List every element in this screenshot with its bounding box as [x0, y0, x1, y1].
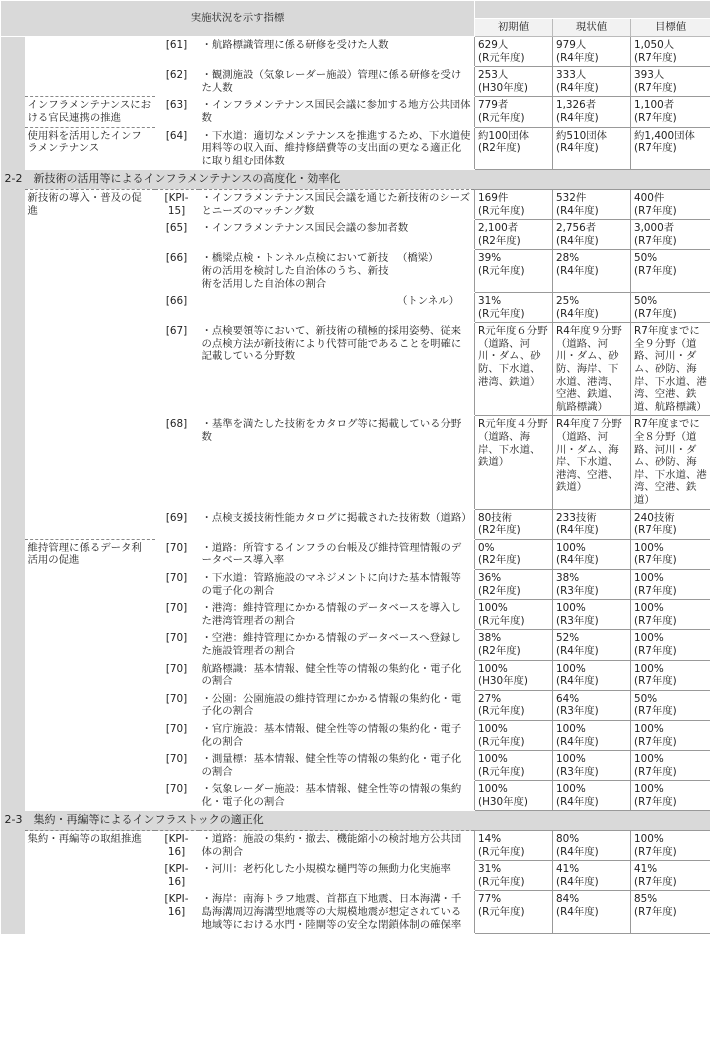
- row-initial: 0% (R2年度): [475, 539, 553, 569]
- row-initial: 2,100者 (R2年度): [475, 220, 553, 250]
- row-indicator: ・河川：老朽化した小規模な樋門等の無動力化実施率: [199, 861, 475, 891]
- row-subcategory: [25, 630, 155, 660]
- row-gutter: [1, 891, 25, 934]
- row-target: 50% (R7年度): [631, 293, 710, 323]
- row-initial: 77% (R元年度): [475, 891, 553, 934]
- row-gutter: [1, 831, 25, 861]
- table-row: [1, 293, 710, 323]
- row-initial: 100% (R元年度): [475, 600, 553, 630]
- table-row: [1, 323, 710, 416]
- row-gutter: [1, 600, 25, 630]
- row-number: [KPI-15]: [155, 189, 199, 219]
- table-row: [1, 509, 710, 539]
- row-target: 100% (R7年度): [631, 720, 710, 750]
- row-subcategory: [25, 861, 155, 891]
- row-target: 1,100者 (R7年度): [631, 97, 710, 127]
- table-row: [1, 690, 710, 720]
- row-target: 100% (R7年度): [631, 630, 710, 660]
- row-initial: 100% (R元年度): [475, 720, 553, 750]
- row-current: 25% (R4年度): [553, 293, 631, 323]
- row-initial: 80技術 (R2年度): [475, 509, 553, 539]
- row-subcategory: インフラメンテナンスにおける官民連携の推進: [25, 97, 155, 127]
- row-initial: 14% (R元年度): [475, 831, 553, 861]
- row-number: [67]: [155, 323, 199, 416]
- row-current: R4年度７分野（道路、河川・ダム、海岸、下水道、港湾、空港、鉄道）: [553, 416, 631, 509]
- row-gutter: [1, 720, 25, 750]
- row-target: 50% (R7年度): [631, 690, 710, 720]
- row-target: 100% (R7年度): [631, 781, 710, 811]
- row-subcategory: 維持管理に係るデータ利活用の促進: [25, 539, 155, 569]
- row-indicator: 航路標識：基本情報、健全性等の情報の集約化・電子化の割合: [199, 660, 475, 690]
- row-current: 28% (R4年度): [553, 250, 631, 293]
- row-current: 100% (R4年度): [553, 660, 631, 690]
- row-target: R7年度までに全９分野（道路、河川・ダム、砂防、海岸、下水道、港湾、空港、鉄道、航路標識）: [631, 323, 710, 416]
- header-current: 現状値: [553, 19, 631, 37]
- row-gutter: [1, 630, 25, 660]
- row-target: 240技術 (R7年度): [631, 509, 710, 539]
- row-gutter: [1, 539, 25, 569]
- row-current: 64% (R3年度): [553, 690, 631, 720]
- row-indicator-text: [199, 293, 395, 310]
- row-target: 100% (R7年度): [631, 600, 710, 630]
- row-initial: 253人 (H30年度): [475, 67, 553, 97]
- row-target: 100% (R7年度): [631, 751, 710, 781]
- row-target: R7年度までに全８分野（道路、河川・ダム、砂防、海岸、下水道、港湾、空港、鉄道）: [631, 416, 710, 509]
- row-number: [61]: [155, 37, 199, 67]
- row-subcategory: [25, 660, 155, 690]
- table-row: [1, 250, 710, 293]
- row-number: [70]: [155, 720, 199, 750]
- row-subcategory: [25, 250, 155, 293]
- row-subcategory: [25, 569, 155, 599]
- row-number: [70]: [155, 690, 199, 720]
- row-gutter: [1, 293, 25, 323]
- table-body-bot: [1, 831, 710, 934]
- row-number: [62]: [155, 67, 199, 97]
- row-subcategory: [25, 781, 155, 811]
- row-initial: 169件 (R元年度): [475, 189, 553, 219]
- row-number: [65]: [155, 220, 199, 250]
- row-target: 41% (R7年度): [631, 861, 710, 891]
- row-subcategory: [25, 323, 155, 416]
- row-indicator: ・下水道：管路施設のマネジメントに向けた基本情報等の電子化の割合: [199, 569, 475, 599]
- row-subcategory: [25, 293, 155, 323]
- row-current: 2,756者 (R4年度): [553, 220, 631, 250]
- row-indicator: ・基準を満たした技術をカタログ等に掲載している分野数: [199, 416, 475, 509]
- row-indicator: ・官庁施設：基本情報、健全性等の情報の集約化・電子化の割合: [199, 720, 475, 750]
- row-current: 100% (R4年度): [553, 781, 631, 811]
- row-gutter: [1, 220, 25, 250]
- row-indicator-text: ・橋梁点検・トンネル点検において新技術の活用を検討した自治体のうち、新技術を活用した自治体の割合: [201, 252, 389, 290]
- row-gutter: [1, 189, 25, 219]
- row-subcategory: [25, 891, 155, 934]
- row-current: 41% (R4年度): [553, 861, 631, 891]
- row-subcategory: [25, 509, 155, 539]
- row-current: 80% (R4年度): [553, 831, 631, 861]
- row-number: [KPI-16]: [155, 861, 199, 891]
- row-number: [70]: [155, 660, 199, 690]
- row-current: 100% (R4年度): [553, 720, 631, 750]
- row-target: 400件 (R7年度): [631, 189, 710, 219]
- row-target: 約1,400団体 (R7年度): [631, 127, 710, 170]
- row-current: 84% (R4年度): [553, 891, 631, 934]
- table-row: [1, 569, 710, 599]
- table-row: [1, 189, 710, 219]
- table-row: [1, 891, 710, 934]
- row-gutter: [1, 250, 25, 293]
- row-indicator: ・空港：維持管理にかかる情報のデータベースへ登録した施設管理者の割合: [199, 630, 475, 660]
- row-subcategory: [25, 720, 155, 750]
- table-row: [1, 660, 710, 690]
- table-row: [1, 630, 710, 660]
- row-current: 38% (R3年度): [553, 569, 631, 599]
- row-gutter: [1, 323, 25, 416]
- table-row: [1, 539, 710, 569]
- section-2-3: 2-3 集約・再編等によるインフラストックの適正化: [1, 811, 710, 831]
- row-number: [KPI-16]: [155, 831, 199, 861]
- row-current: R4年度９分野（道路、河川・ダム、砂防、海岸、下水道、港湾、空港、鉄道、航路標識）: [553, 323, 631, 416]
- row-indicator: ・海岸：南海トラフ地震、首都直下地震、日本海溝・千島海溝周辺海溝型地震等の大規模地震が想定されている地域等における水門・陸閘等の安全な閉鎖体制の確保率: [199, 891, 475, 934]
- row-initial: 36% (R2年度): [475, 569, 553, 599]
- table-body-top: [1, 37, 710, 170]
- row-current: 100% (R3年度): [553, 751, 631, 781]
- row-initial: 100% (R元年度): [475, 751, 553, 781]
- row-indicator: ・道路：所管するインフラの台帳及び維持管理情報のデータベース導入率: [199, 539, 475, 569]
- header-title: 実施状況を示す指標: [1, 1, 475, 37]
- row-subcategory: [25, 600, 155, 630]
- row-initial: 629人 (R元年度): [475, 37, 553, 67]
- row-initial: 100% (H30年度): [475, 660, 553, 690]
- table-row: [1, 600, 710, 630]
- row-target: 1,050人 (R7年度): [631, 37, 710, 67]
- row-number: [70]: [155, 600, 199, 630]
- table-row: [1, 37, 710, 67]
- row-indicator: ・航路標識管理に係る研修を受けた人数: [199, 37, 475, 67]
- row-number: [64]: [155, 127, 199, 170]
- row-initial: 100% (H30年度): [475, 781, 553, 811]
- table-row: [1, 831, 710, 861]
- row-gutter: [1, 861, 25, 891]
- row-number: [KPI-16]: [155, 891, 199, 934]
- row-indicator: ・道路：施設の集約・撤去、機能縮小の検討地方公共団体の割合: [199, 831, 475, 861]
- row-current: 約510団体 (R4年度): [553, 127, 631, 170]
- row-number: [66]: [155, 293, 199, 323]
- row-subcategory: 新技術の導入・普及の促進: [25, 189, 155, 219]
- row-number: [68]: [155, 416, 199, 509]
- table-row: [1, 751, 710, 781]
- table-row: [1, 67, 710, 97]
- row-gutter: [1, 416, 25, 509]
- table-row: [1, 720, 710, 750]
- row-number: [70]: [155, 539, 199, 569]
- row-indicator: ・インフラメンテナンス国民会議を通じた新技術のシーズとニーズのマッチング数: [199, 189, 475, 219]
- row-gutter: [1, 660, 25, 690]
- row-indicator: [199, 250, 475, 293]
- row-initial: 31% (R元年度): [475, 861, 553, 891]
- row-subcategory: [25, 220, 155, 250]
- header-target: 目標値: [631, 19, 710, 37]
- row-subcategory: [25, 751, 155, 781]
- row-initial: 約100団体 (R2年度): [475, 127, 553, 170]
- row-target: 100% (R7年度): [631, 831, 710, 861]
- row-gutter: [1, 751, 25, 781]
- row-number: [63]: [155, 97, 199, 127]
- row-target: 393人 (R7年度): [631, 67, 710, 97]
- section-2-2: 2-2 新技術の活用等によるインフラメンテナンスの高度化・効率化: [1, 170, 710, 190]
- row-gutter: [1, 781, 25, 811]
- row-current: 979人 (R4年度): [553, 37, 631, 67]
- row-indicator: ・公園：公園施設の維持管理にかかる情報の集約化・電子化の割合: [199, 690, 475, 720]
- table-row: [1, 127, 710, 170]
- row-number: [70]: [155, 781, 199, 811]
- row-target: 100% (R7年度): [631, 660, 710, 690]
- row-gutter: [1, 37, 25, 67]
- row-target: 50% (R7年度): [631, 250, 710, 293]
- row-current: 52% (R4年度): [553, 630, 631, 660]
- row-indicator-sub: （橋梁）: [397, 252, 439, 265]
- row-number: [69]: [155, 509, 199, 539]
- row-initial: 27% (R元年度): [475, 690, 553, 720]
- row-target: 85% (R7年度): [631, 891, 710, 934]
- row-indicator: ・港湾：維持管理にかかる情報のデータベースを導入した港湾管理者の割合: [199, 600, 475, 630]
- row-gutter: [1, 569, 25, 599]
- row-subcategory: [25, 37, 155, 67]
- row-current: 532件 (R4年度): [553, 189, 631, 219]
- row-initial: 31% (R元年度): [475, 293, 553, 323]
- row-current: 1,326者 (R4年度): [553, 97, 631, 127]
- row-current: 233技術 (R4年度): [553, 509, 631, 539]
- row-indicator: ・インフラメンテナンス国民会議に参加する地方公共団体数: [199, 97, 475, 127]
- row-initial: R元年度４分野（道路、海岸、下水道、鉄道）: [475, 416, 553, 509]
- row-number: [70]: [155, 630, 199, 660]
- row-subcategory: [25, 67, 155, 97]
- table-row: [1, 220, 710, 250]
- row-initial: R元年度６分野（道路、河川・ダム、砂防、下水道、港湾、鉄道）: [475, 323, 553, 416]
- row-gutter: [1, 97, 25, 127]
- table-body-mid: [1, 189, 710, 811]
- row-gutter: [1, 509, 25, 539]
- row-subcategory: [25, 690, 155, 720]
- table-row: [1, 781, 710, 811]
- row-gutter: [1, 127, 25, 170]
- table-row: [1, 97, 710, 127]
- row-target: 100% (R7年度): [631, 569, 710, 599]
- row-number: [70]: [155, 569, 199, 599]
- row-current: 100% (R4年度): [553, 539, 631, 569]
- row-indicator: ・インフラメンテナンス国民会議の参加者数: [199, 220, 475, 250]
- row-indicator: ・点検要領等において、新技術の積極的採用姿勢、従来の点検方法が新技術により代替可能であることを明確に記載している分野数: [199, 323, 475, 416]
- row-subcategory: [25, 416, 155, 509]
- row-initial: 779者 (R元年度): [475, 97, 553, 127]
- row-indicator: ・点検支援技術性能カタログに掲載された技術数（道路）: [199, 509, 475, 539]
- row-target: 100% (R7年度): [631, 539, 710, 569]
- row-indicator: ・気象レーダー施設：基本情報、健全性等の情報の集約化・電子化の割合: [199, 781, 475, 811]
- row-current: 100% (R3年度): [553, 600, 631, 630]
- row-indicator: [199, 293, 475, 323]
- row-initial: 38% (R2年度): [475, 630, 553, 660]
- row-indicator: ・観測施設（気象レーダー施設）管理に係る研修を受けた人数: [199, 67, 475, 97]
- header-initial: 初期値: [475, 19, 553, 37]
- table-row: [1, 416, 710, 509]
- row-gutter: [1, 67, 25, 97]
- row-gutter: [1, 690, 25, 720]
- row-indicator: ・測量標：基本情報、健全性等の情報の集約化・電子化の割合: [199, 751, 475, 781]
- row-subcategory: 使用料を活用したインフラメンテナンス: [25, 127, 155, 170]
- row-target: 3,000者 (R7年度): [631, 220, 710, 250]
- row-subcategory: 集約・再編等の取組推進: [25, 831, 155, 861]
- row-indicator: ・下水道：適切なメンテナンスを推進するため、下水道使用料等の収入面、維持修繕費等の支出面の更なる適正化に取り組む団体数: [199, 127, 475, 170]
- row-current: 333人 (R4年度): [553, 67, 631, 97]
- row-indicator-sub: （トンネル）: [397, 295, 460, 308]
- row-initial: 39% (R元年度): [475, 250, 553, 293]
- row-number: [66]: [155, 250, 199, 293]
- table-row: [1, 861, 710, 891]
- row-number: [70]: [155, 751, 199, 781]
